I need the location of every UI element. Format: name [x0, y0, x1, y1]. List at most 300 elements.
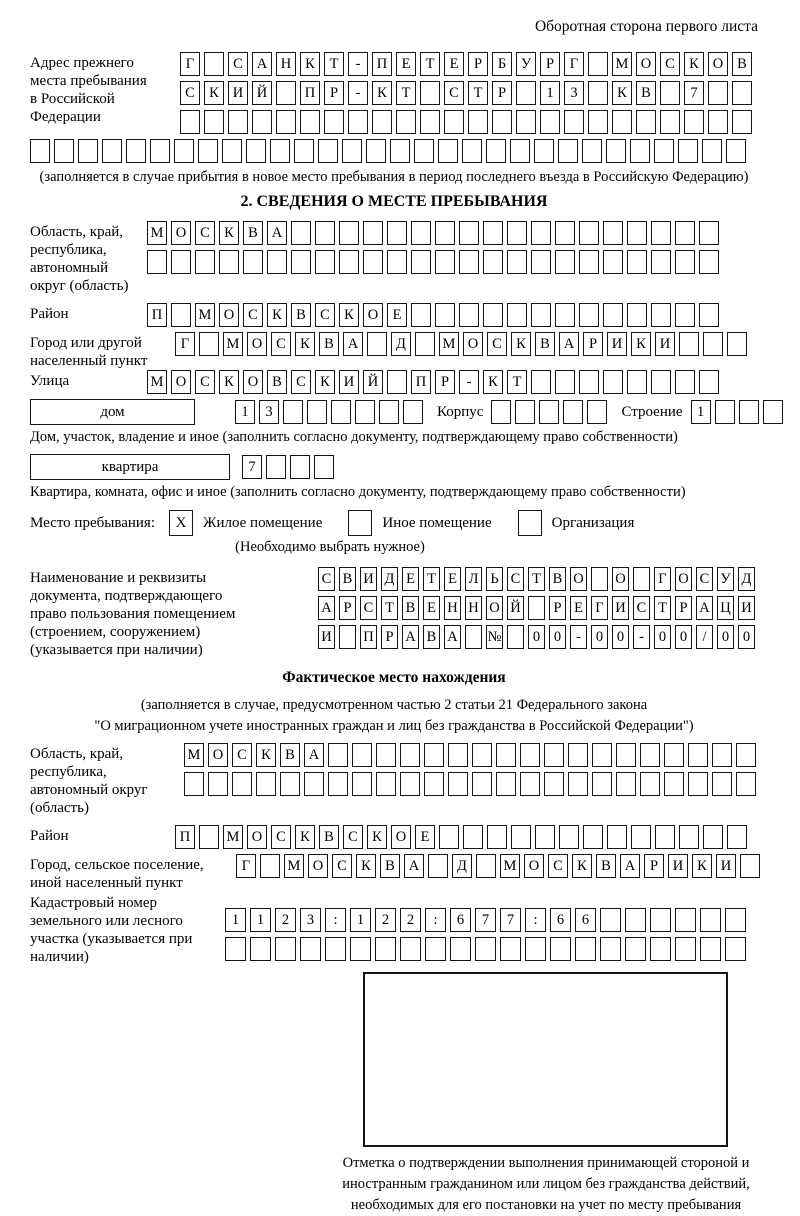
- char-cell: [266, 455, 286, 479]
- char-cell: [631, 825, 651, 849]
- char-cell: А: [696, 596, 713, 620]
- char-cell: [568, 743, 588, 767]
- char-cell: [520, 743, 540, 767]
- char-cell: [270, 139, 290, 163]
- char-cell: Й: [252, 81, 272, 105]
- char-cell: [324, 110, 344, 134]
- char-cell: В: [423, 625, 440, 649]
- char-cell: А: [252, 52, 272, 76]
- char-cell: [147, 250, 167, 274]
- checkbox-zhiloe: X: [169, 510, 193, 536]
- char-cell: [654, 139, 674, 163]
- document-row-1: [318, 567, 755, 591]
- kvartira-line: [30, 454, 758, 480]
- char-cell: [232, 772, 252, 796]
- char-cell: 2: [375, 908, 396, 932]
- char-cell: [396, 110, 416, 134]
- char-cell: [540, 110, 560, 134]
- char-cell: [675, 221, 695, 245]
- char-cell: [699, 250, 719, 274]
- char-cell: [379, 400, 399, 424]
- char-cell: [411, 250, 431, 274]
- char-cell: Т: [468, 81, 488, 105]
- char-cell: О: [247, 825, 267, 849]
- char-cell: [352, 743, 372, 767]
- char-cell: А: [404, 854, 424, 878]
- char-cell: [411, 221, 431, 245]
- char-cell: [736, 772, 756, 796]
- char-cell: Ц: [717, 596, 734, 620]
- char-cell: [531, 221, 551, 245]
- prev-address-block: [30, 52, 758, 139]
- char-cell: 0: [591, 625, 608, 649]
- char-cell: [199, 825, 219, 849]
- char-cell: К: [367, 825, 387, 849]
- char-cell: Р: [540, 52, 560, 76]
- char-cell: Т: [324, 52, 344, 76]
- char-cell: К: [300, 52, 320, 76]
- char-cell: [366, 139, 386, 163]
- char-cell: [650, 908, 671, 932]
- char-cell: [372, 110, 392, 134]
- char-cell: С: [243, 303, 263, 327]
- char-cell: Ь: [486, 567, 503, 591]
- stamp-box: [363, 972, 728, 1147]
- char-cell: [331, 400, 351, 424]
- char-cell: Й: [363, 370, 383, 394]
- char-cell: К: [339, 303, 359, 327]
- char-cell: В: [596, 854, 616, 878]
- char-cell: [603, 250, 623, 274]
- char-cell: [428, 854, 448, 878]
- char-cell: [603, 221, 623, 245]
- char-cell: [544, 772, 564, 796]
- char-cell: О: [363, 303, 383, 327]
- char-cell: [725, 908, 746, 932]
- char-cell: Н: [465, 596, 482, 620]
- char-cell: [675, 303, 695, 327]
- char-cell: [588, 110, 608, 134]
- char-cell: С: [444, 81, 464, 105]
- char-cell: М: [223, 825, 243, 849]
- char-cell: [600, 908, 621, 932]
- char-cell: [459, 303, 479, 327]
- char-cell: [54, 139, 74, 163]
- char-cell: [387, 221, 407, 245]
- char-cell: [403, 400, 423, 424]
- char-cell: [625, 937, 646, 961]
- char-cell: [607, 825, 627, 849]
- char-cell: [616, 772, 636, 796]
- char-cell: [651, 303, 671, 327]
- stroenie-label: Строение: [621, 403, 683, 420]
- char-cell: [531, 370, 551, 394]
- char-cell: К: [204, 81, 224, 105]
- char-cell: В: [319, 332, 339, 356]
- char-cell: [575, 937, 596, 961]
- char-cell: Т: [396, 81, 416, 105]
- char-cell: [496, 743, 516, 767]
- char-cell: [591, 567, 608, 591]
- char-cell: [612, 110, 632, 134]
- char-cell: [579, 221, 599, 245]
- char-cell: 7: [500, 908, 521, 932]
- char-cell: [579, 370, 599, 394]
- char-cell: [616, 743, 636, 767]
- char-cell: [732, 81, 752, 105]
- char-cell: [630, 139, 650, 163]
- char-cell: И: [668, 854, 688, 878]
- char-cell: [515, 400, 535, 424]
- char-cell: У: [717, 567, 734, 591]
- char-cell: [435, 250, 455, 274]
- char-cell: [675, 908, 696, 932]
- oblast-row-1: [147, 221, 719, 245]
- char-cell: [625, 908, 646, 932]
- char-cell: Е: [444, 52, 464, 76]
- char-cell: [660, 110, 680, 134]
- section2-title: 2. СВЕДЕНИЯ О МЕСТЕ ПРЕБЫВАНИЯ: [240, 193, 548, 210]
- factual-raion-row: [175, 825, 747, 849]
- char-cell: Т: [423, 567, 440, 591]
- char-cell: С: [271, 825, 291, 849]
- char-cell: Т: [654, 596, 671, 620]
- char-cell: [727, 332, 747, 356]
- char-cell: [339, 625, 356, 649]
- char-cell: О: [308, 854, 328, 878]
- char-cell: [699, 370, 719, 394]
- char-cell: Г: [654, 567, 671, 591]
- char-cell: К: [572, 854, 592, 878]
- char-cell: И: [738, 596, 755, 620]
- char-cell: В: [280, 743, 300, 767]
- prev-address-row-4: [30, 139, 758, 163]
- char-cell: Е: [402, 567, 419, 591]
- char-cell: О: [243, 370, 263, 394]
- char-cell: Н: [444, 596, 461, 620]
- char-cell: К: [219, 221, 239, 245]
- oblast-row-2: [147, 250, 719, 274]
- char-cell: К: [612, 81, 632, 105]
- char-cell: С: [633, 596, 650, 620]
- char-cell: [150, 139, 170, 163]
- char-cell: [510, 139, 530, 163]
- char-cell: [732, 110, 752, 134]
- oblast-block: [30, 221, 758, 295]
- checkbox-inoe: [348, 510, 372, 536]
- char-cell: [363, 221, 383, 245]
- korpus-cells: [491, 400, 607, 424]
- document-row-2: [318, 596, 755, 620]
- kadastr-label: Кадастровый номер земельного или лесного участка (указывается при наличии): [30, 895, 193, 965]
- char-cell: [415, 332, 435, 356]
- char-cell: [411, 303, 431, 327]
- char-cell: [476, 854, 496, 878]
- char-cell: 6: [550, 908, 571, 932]
- char-cell: [435, 221, 455, 245]
- char-cell: Р: [435, 370, 455, 394]
- char-cell: 2: [400, 908, 421, 932]
- char-cell: [516, 81, 536, 105]
- char-cell: И: [716, 854, 736, 878]
- char-cell: [736, 743, 756, 767]
- char-cell: [627, 221, 647, 245]
- char-cell: -: [348, 52, 368, 76]
- char-cell: А: [304, 743, 324, 767]
- char-cell: К: [315, 370, 335, 394]
- char-cell: 2: [275, 908, 296, 932]
- char-cell: 1: [235, 400, 255, 424]
- char-cell: [459, 250, 479, 274]
- char-cell: А: [318, 596, 335, 620]
- char-cell: [184, 772, 204, 796]
- char-cell: В: [243, 221, 263, 245]
- char-cell: [555, 250, 575, 274]
- char-cell: [627, 303, 647, 327]
- char-cell: [507, 303, 527, 327]
- inoe-label: Иное помещение: [382, 514, 492, 531]
- gorod-label: Город или другой населенный пункт: [30, 335, 148, 369]
- char-cell: [606, 139, 626, 163]
- char-cell: [252, 110, 272, 134]
- document-block: [30, 567, 758, 659]
- char-cell: О: [675, 567, 692, 591]
- char-cell: [531, 303, 551, 327]
- char-cell: [563, 400, 583, 424]
- char-cell: [228, 110, 248, 134]
- kvartira-cells: [242, 455, 334, 479]
- char-cell: И: [339, 370, 359, 394]
- char-cell: [582, 139, 602, 163]
- char-cell: О: [570, 567, 587, 591]
- factual-raion-label: Район: [30, 828, 69, 844]
- char-cell: [492, 110, 512, 134]
- char-cell: [199, 332, 219, 356]
- char-cell: [579, 250, 599, 274]
- checkbox-organizatsiya: [518, 510, 542, 536]
- char-cell: [339, 250, 359, 274]
- char-cell: О: [171, 370, 191, 394]
- char-cell: Д: [381, 567, 398, 591]
- char-cell: О: [391, 825, 411, 849]
- char-cell: [487, 825, 507, 849]
- char-cell: С: [195, 370, 215, 394]
- char-cell: М: [284, 854, 304, 878]
- char-cell: [339, 221, 359, 245]
- char-cell: 3: [564, 81, 584, 105]
- char-cell: [516, 110, 536, 134]
- char-cell: И: [318, 625, 335, 649]
- char-cell: М: [184, 743, 204, 767]
- char-cell: [544, 743, 564, 767]
- char-cell: П: [411, 370, 431, 394]
- char-cell: 1: [691, 400, 711, 424]
- char-cell: [463, 825, 483, 849]
- char-cell: В: [732, 52, 752, 76]
- char-cell: С: [696, 567, 713, 591]
- char-cell: [763, 400, 783, 424]
- char-cell: [525, 937, 546, 961]
- char-cell: [588, 52, 608, 76]
- char-cell: Е: [415, 825, 435, 849]
- char-cell: [300, 937, 321, 961]
- char-cell: [555, 370, 575, 394]
- char-cell: [387, 370, 407, 394]
- char-cell: [539, 400, 559, 424]
- char-cell: Е: [444, 567, 461, 591]
- char-cell: М: [195, 303, 215, 327]
- char-cell: В: [402, 596, 419, 620]
- document-label: Наименование и реквизиты документа, подтверждающего право пользования помещением (строением, сооружением) (указывается при наличии): [30, 570, 236, 658]
- char-cell: К: [372, 81, 392, 105]
- char-cell: [559, 825, 579, 849]
- char-cell: 3: [259, 400, 279, 424]
- char-cell: [350, 937, 371, 961]
- char-cell: -: [570, 625, 587, 649]
- char-cell: [102, 139, 122, 163]
- char-cell: [414, 139, 434, 163]
- prev-address-label: Адрес прежнего места пребывания в Российской Федерации: [30, 55, 147, 125]
- char-cell: [636, 110, 656, 134]
- char-cell: [325, 937, 346, 961]
- char-cell: [726, 139, 746, 163]
- factual-raion-block: [30, 825, 758, 854]
- mesto-label: Место пребывания:: [30, 514, 155, 531]
- char-cell: К: [511, 332, 531, 356]
- char-cell: [300, 110, 320, 134]
- char-cell: :: [425, 908, 446, 932]
- char-cell: [627, 370, 647, 394]
- char-cell: [587, 400, 607, 424]
- char-cell: [439, 825, 459, 849]
- char-cell: [448, 772, 468, 796]
- char-cell: Р: [468, 52, 488, 76]
- char-cell: 1: [350, 908, 371, 932]
- char-cell: [314, 455, 334, 479]
- char-cell: [291, 250, 311, 274]
- char-cell: К: [219, 370, 239, 394]
- char-cell: [174, 139, 194, 163]
- factual-gorod-label: Город, сельское поселение, иной населенный пункт: [30, 857, 204, 891]
- char-cell: [355, 400, 375, 424]
- char-cell: [684, 110, 704, 134]
- char-cell: [640, 772, 660, 796]
- char-cell: [267, 250, 287, 274]
- char-cell: [243, 250, 263, 274]
- char-cell: [603, 303, 623, 327]
- char-cell: Р: [675, 596, 692, 620]
- char-cell: 1: [225, 908, 246, 932]
- char-cell: [348, 110, 368, 134]
- char-cell: С: [548, 854, 568, 878]
- char-cell: [500, 937, 521, 961]
- kadastr-block: [30, 892, 758, 966]
- char-cell: [664, 772, 684, 796]
- char-cell: [195, 250, 215, 274]
- char-cell: [307, 400, 327, 424]
- char-cell: [740, 854, 760, 878]
- char-cell: [675, 937, 696, 961]
- char-cell: [483, 221, 503, 245]
- char-cell: [462, 139, 482, 163]
- char-cell: И: [612, 596, 629, 620]
- dom-note: Дом, участок, владение и иное (заполнить согласно документу, подтверждающему право собственности): [30, 429, 678, 445]
- char-cell: С: [660, 52, 680, 76]
- char-cell: [424, 772, 444, 796]
- char-cell: К: [692, 854, 712, 878]
- char-cell: [511, 825, 531, 849]
- stamp-caption: Отметка о подтверждении выполнения принимающей стороной и иностранным гражданином или лицом без гражданства действий, необходимых для его постановки на учет по месту пребывания: [342, 1155, 750, 1213]
- char-cell: В: [535, 332, 555, 356]
- char-cell: [555, 221, 575, 245]
- char-cell: [219, 250, 239, 274]
- char-cell: Н: [276, 52, 296, 76]
- char-cell: [592, 772, 612, 796]
- char-cell: [30, 139, 50, 163]
- char-cell: С: [318, 567, 335, 591]
- char-cell: [640, 743, 660, 767]
- char-cell: [363, 250, 383, 274]
- char-cell: [180, 110, 200, 134]
- char-cell: Г: [180, 52, 200, 76]
- char-cell: О: [171, 221, 191, 245]
- char-cell: [507, 250, 527, 274]
- char-cell: В: [291, 303, 311, 327]
- char-cell: [483, 303, 503, 327]
- char-cell: [276, 81, 296, 105]
- char-cell: А: [620, 854, 640, 878]
- char-cell: [171, 250, 191, 274]
- char-cell: [204, 52, 224, 76]
- char-cell: А: [444, 625, 461, 649]
- char-cell: [550, 937, 571, 961]
- char-cell: 7: [684, 81, 704, 105]
- char-cell: [715, 400, 735, 424]
- factual-gorod-row: [236, 854, 760, 878]
- char-cell: [651, 250, 671, 274]
- char-cell: В: [319, 825, 339, 849]
- char-cell: [390, 139, 410, 163]
- char-cell: П: [175, 825, 195, 849]
- char-cell: С: [291, 370, 311, 394]
- char-cell: А: [402, 625, 419, 649]
- char-cell: [291, 221, 311, 245]
- char-cell: М: [223, 332, 243, 356]
- factual-oblast-row-2: [184, 772, 756, 796]
- page-title: Оборотная сторона первого листа: [534, 18, 758, 35]
- char-cell: [290, 455, 310, 479]
- char-cell: П: [372, 52, 392, 76]
- char-cell: [438, 139, 458, 163]
- char-cell: [708, 81, 728, 105]
- char-cell: [208, 772, 228, 796]
- char-cell: [688, 772, 708, 796]
- char-cell: Р: [381, 625, 398, 649]
- char-cell: Е: [387, 303, 407, 327]
- char-cell: 6: [575, 908, 596, 932]
- factual-note-1: (заполняется в случае, предусмотренном частью 2 статьи 21 Федерального закона: [140, 697, 648, 713]
- char-cell: Т: [507, 370, 527, 394]
- char-cell: В: [549, 567, 566, 591]
- char-cell: [592, 743, 612, 767]
- char-cell: -: [633, 625, 650, 649]
- char-cell: В: [267, 370, 287, 394]
- char-cell: :: [525, 908, 546, 932]
- factual-note-2: "О миграционном учете иностранных граждан и лиц без гражданства в Российской Федерации"): [94, 718, 694, 734]
- char-cell: [528, 596, 545, 620]
- raion-row: [147, 303, 719, 327]
- char-cell: [472, 772, 492, 796]
